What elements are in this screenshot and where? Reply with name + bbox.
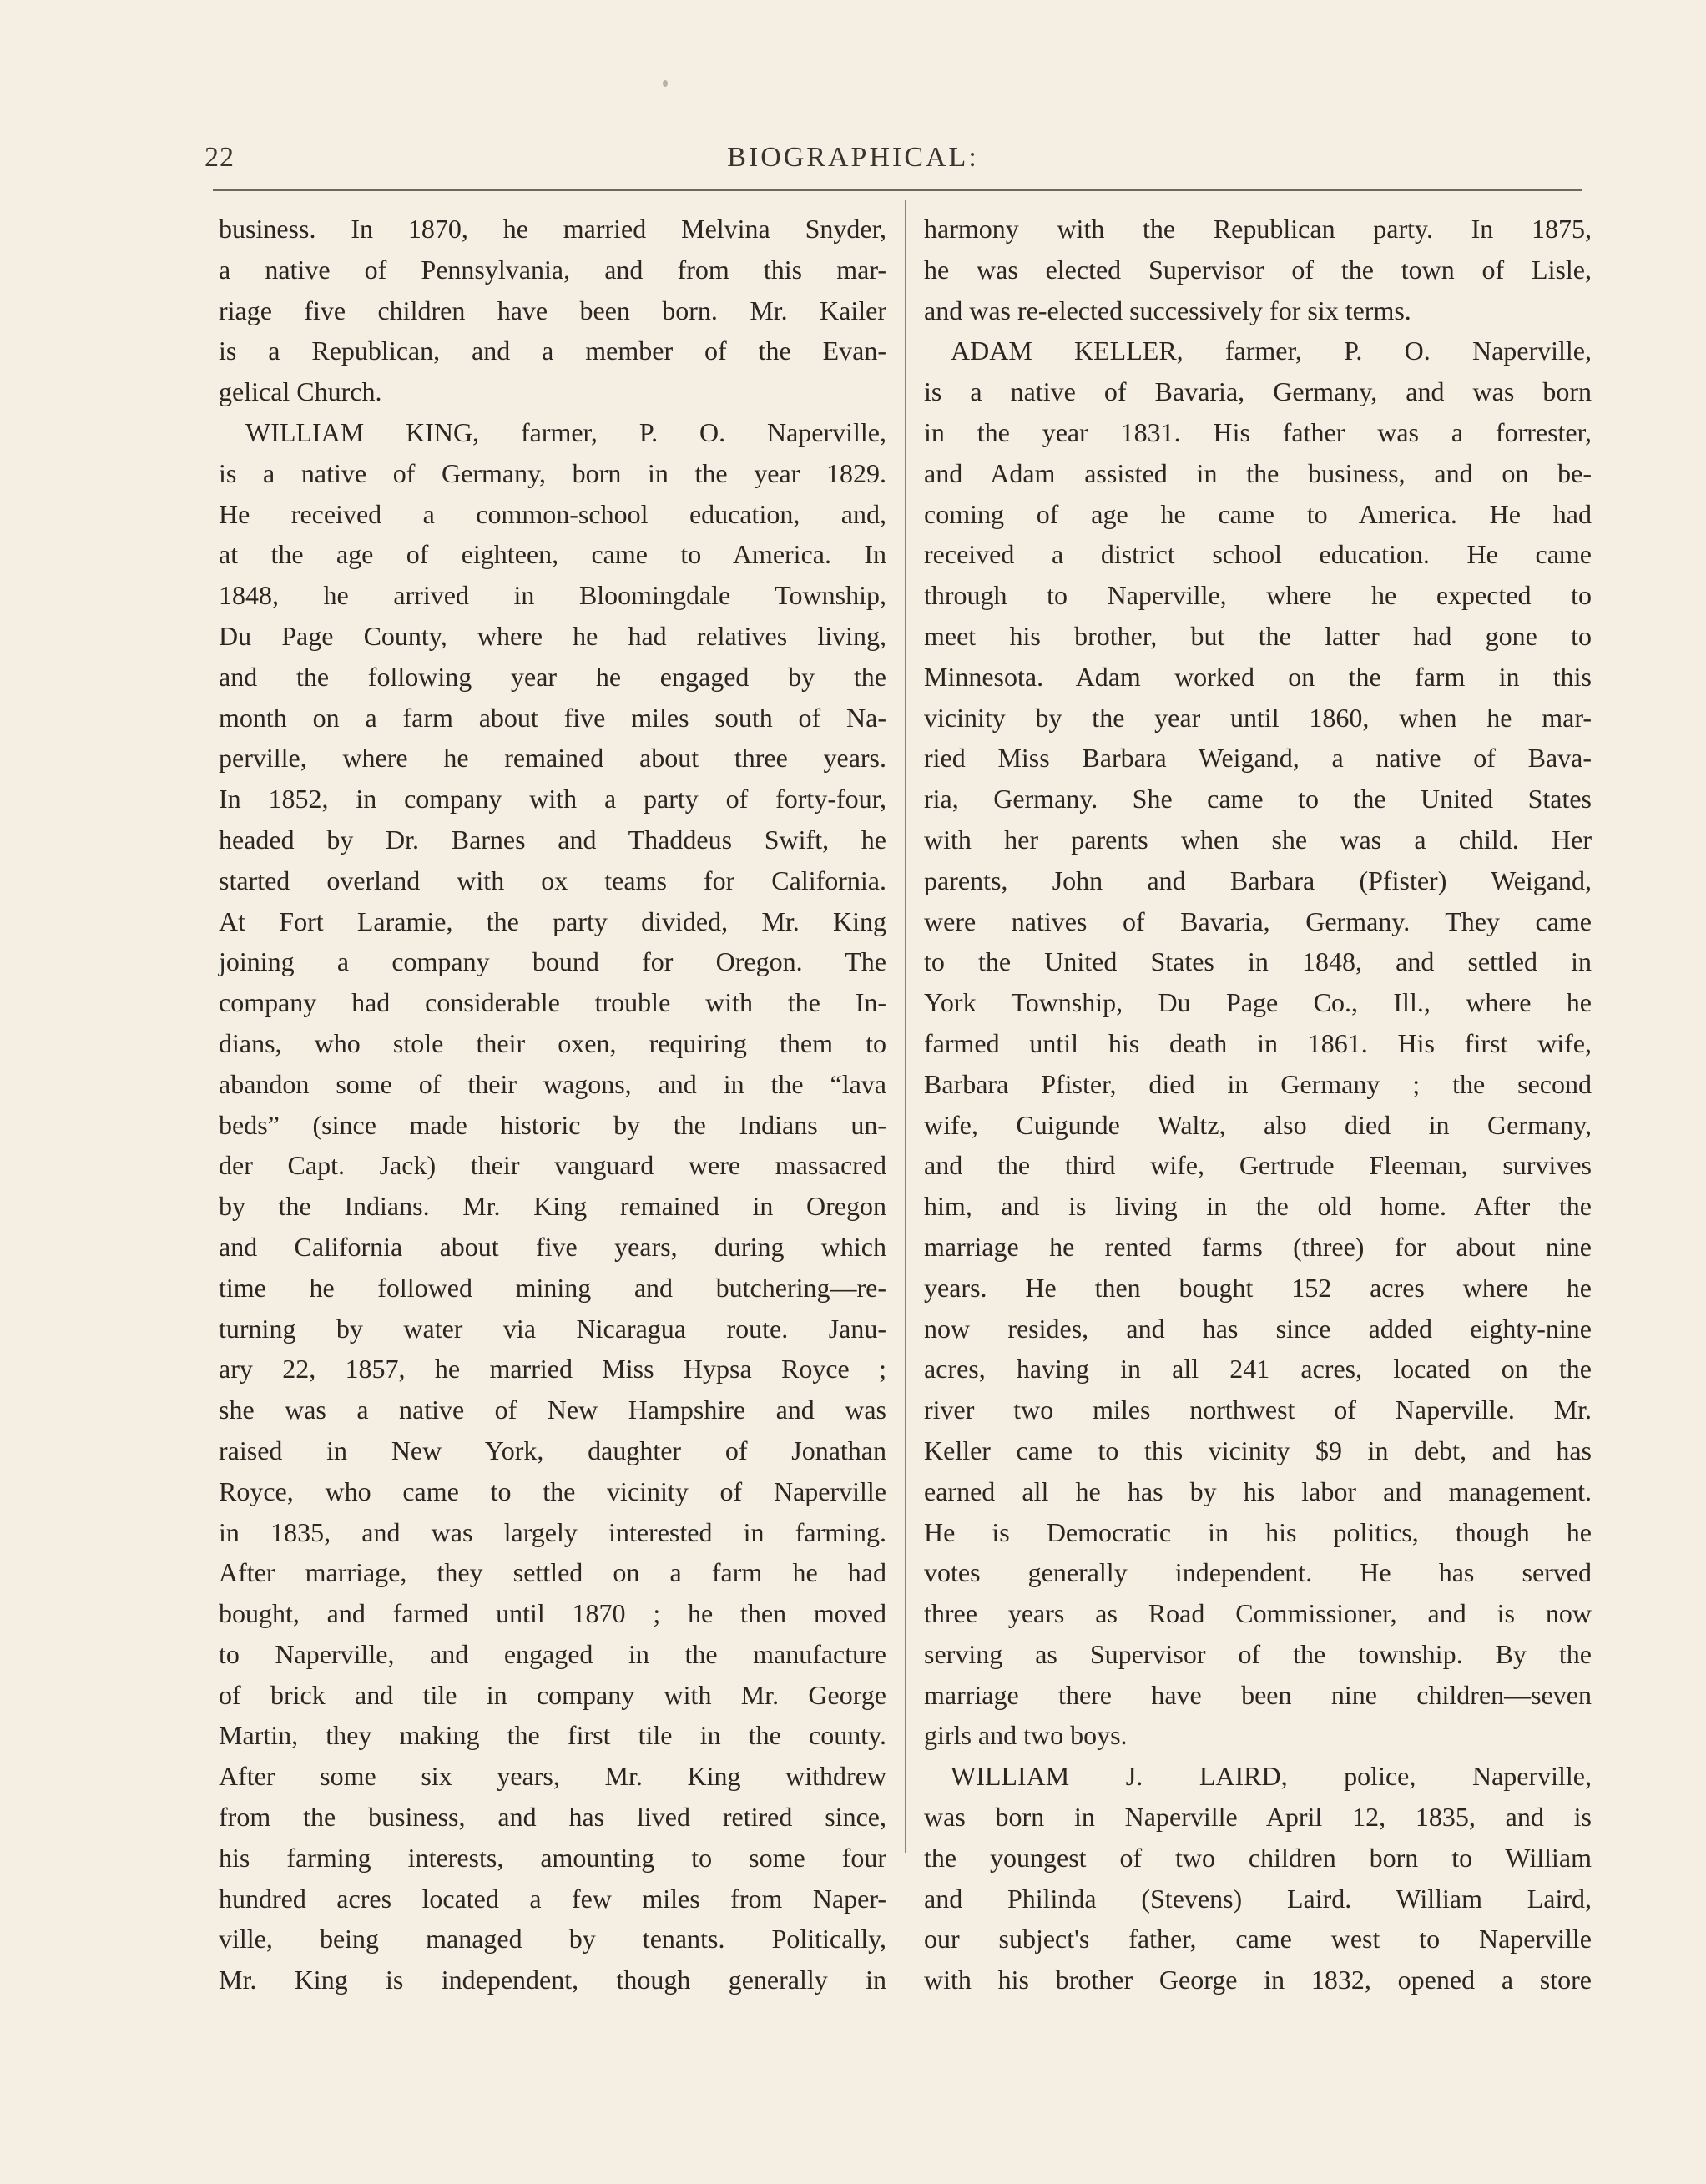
left-column: [219, 209, 886, 2000]
text-line: is a Republican, and a member of the Evan-: [219, 335, 886, 366]
text-line: month on a farm about five miles south of Na-: [219, 702, 886, 733]
text-line: and was re-elected successively for six terms.: [924, 295, 1411, 325]
text-line: girls and two boys.: [924, 1720, 1128, 1751]
text-line: of brick and tile in company with Mr. George: [219, 1679, 886, 1710]
text-line: gelical Church.: [219, 376, 382, 407]
text-line: in 1835, and was largely interested in farming.: [219, 1516, 886, 1547]
text-line: Du Page County, where he had relatives living,: [219, 620, 886, 651]
text-line: harmony with the Republican party. In 1875,: [924, 214, 1592, 244]
text-line: to Naperville, and engaged in the manufacture: [219, 1638, 886, 1669]
text-line: started overland with ox teams for California.: [219, 865, 886, 895]
text-line: He received a common-school education, and,: [219, 498, 886, 529]
text-line: Minnesota. Adam worked on the farm in this: [924, 661, 1592, 692]
text-line: marriage there have been nine children—seven: [924, 1679, 1592, 1710]
text-line: beds” (since made historic by the Indians un-: [219, 1109, 886, 1140]
text-line: farmed until his death in 1861. His first wife,: [924, 1027, 1592, 1058]
text-line: and Philinda (Stevens) Laird. William Laird,: [924, 1883, 1592, 1914]
text-line: ried Miss Barbara Weigand, a native of Bava-: [924, 743, 1592, 774]
text-line: he was elected Supervisor of the town of Lisle,: [924, 254, 1592, 285]
text-line: WILLIAM J. LAIRD, police, Naperville,: [951, 1761, 1592, 1792]
text-line: years. He then bought 152 acres where he: [924, 1272, 1592, 1303]
text-line: riage five children have been born. Mr. Kailer: [219, 295, 886, 325]
header-rule: [213, 189, 1582, 191]
text-line: the youngest of two children born to William: [924, 1842, 1592, 1873]
text-line: hundred acres located a few miles from Naper-: [219, 1883, 886, 1914]
text-line: parents, John and Barbara (Pfister) Weigand,: [924, 865, 1592, 895]
text-line: votes generally independent. He has served: [924, 1557, 1592, 1588]
column-divider: [905, 200, 906, 1853]
text-line: He is Democratic in his politics, though he: [924, 1516, 1592, 1547]
text-line: At Fort Laramie, the party divided, Mr. King: [219, 905, 886, 936]
text-line: ADAM KELLER, farmer, P. O. Naperville,: [951, 335, 1592, 366]
text-line: time he followed mining and butchering—re-: [219, 1272, 886, 1303]
text-line: ria, Germany. She came to the United States: [924, 784, 1592, 815]
text-line: York Township, Du Page Co., Ill., where he: [924, 987, 1592, 1018]
ink-speck: [663, 80, 668, 87]
text-line: a native of Pennsylvania, and from this mar-: [219, 254, 886, 285]
text-line: acres, having in all 241 acres, located on the: [924, 1354, 1592, 1385]
text-line: is a native of Bavaria, Germany, and was born: [924, 376, 1592, 407]
text-line: turning by water via Nicaragua route. Janu-: [219, 1313, 886, 1344]
text-line: abandon some of their wagons, and in the “lava: [219, 1068, 886, 1099]
text-line: Royce, who came to the vicinity of Naperville: [219, 1475, 886, 1506]
text-line: by the Indians. Mr. King remained in Oregon: [219, 1191, 886, 1222]
text-line: with his brother George in 1832, opened a store: [924, 1965, 1592, 1995]
text-line: der Capt. Jack) their vanguard were massacred: [219, 1150, 886, 1181]
text-line: she was a native of New Hampshire and was: [219, 1395, 886, 1425]
text-line: three years as Road Commissioner, and is now: [924, 1598, 1592, 1629]
page-number: 22: [204, 142, 235, 173]
text-line: in the year 1831. His father was a forrester,: [924, 416, 1592, 447]
text-line: Keller came to this vicinity $9 in debt, and has: [924, 1435, 1592, 1465]
text-line: and the following year he engaged by the: [219, 661, 886, 692]
text-line: After some six years, Mr. King withdrew: [219, 1761, 886, 1792]
text-line: meet his brother, but the latter had gone to: [924, 620, 1592, 651]
text-line: our subject's father, came west to Naperville: [924, 1924, 1592, 1955]
text-line: headed by Dr. Barnes and Thaddeus Swift, he: [219, 824, 886, 855]
text-line: joining a company bound for Oregon. The: [219, 946, 886, 977]
text-line: In 1852, in company with a party of forty-four,: [219, 784, 886, 815]
text-line: WILLIAM KING, farmer, P. O. Naperville,: [245, 416, 886, 447]
text-line: through to Naperville, where he expected to: [924, 580, 1592, 611]
right-column: [924, 209, 1592, 2000]
text-line: bought, and farmed until 1870 ; he then moved: [219, 1598, 886, 1629]
text-line: Barbara Pfister, died in Germany ; the second: [924, 1068, 1592, 1099]
text-line: at the age of eighteen, came to America. In: [219, 539, 886, 570]
text-line: business. In 1870, he married Melvina Snyder,: [219, 214, 886, 244]
text-line: to the United States in 1848, and settled in: [924, 946, 1592, 977]
text-line: company had considerable trouble with the In-: [219, 987, 886, 1018]
text-line: After marriage, they settled on a farm he had: [219, 1557, 886, 1588]
text-line: him, and is living in the old home. After the: [924, 1191, 1592, 1222]
text-line: 1848, he arrived in Bloomingdale Township,: [219, 580, 886, 611]
text-line: perville, where he remained about three years.: [219, 743, 886, 774]
text-line: dians, who stole their oxen, requiring them to: [219, 1027, 886, 1058]
text-line: river two miles northwest of Naperville. Mr.: [924, 1395, 1592, 1425]
text-line: vicinity by the year until 1860, when he mar-: [924, 702, 1592, 733]
text-line: ary 22, 1857, he married Miss Hypsa Royce ;: [219, 1354, 886, 1385]
text-line: were natives of Bavaria, Germany. They came: [924, 905, 1592, 936]
text-line: and California about five years, during which: [219, 1231, 886, 1262]
text-line: and the third wife, Gertrude Fleeman, survives: [924, 1150, 1592, 1181]
text-line: coming of age he came to America. He had: [924, 498, 1592, 529]
text-line: earned all he has by his labor and management.: [924, 1475, 1592, 1506]
running-title: BIOGRAPHICAL:: [727, 142, 979, 173]
text-line: raised in New York, daughter of Jonathan: [219, 1435, 886, 1465]
text-line: his farming interests, amounting to some four: [219, 1842, 886, 1873]
text-line: marriage he rented farms (three) for about nine: [924, 1231, 1592, 1262]
text-line: ville, being managed by tenants. Politically,: [219, 1924, 886, 1955]
text-line: with her parents when she was a child. Her: [924, 824, 1592, 855]
text-line: is a native of Germany, born in the year 1829.: [219, 457, 886, 488]
text-line: wife, Cuigunde Waltz, also died in Germany,: [924, 1109, 1592, 1140]
text-line: Martin, they making the first tile in the county.: [219, 1720, 886, 1751]
text-line: from the business, and has lived retired since,: [219, 1802, 886, 1833]
text-line: was born in Naperville April 12, 1835, and is: [924, 1802, 1592, 1833]
text-line: received a district school education. He came: [924, 539, 1592, 570]
text-line: now resides, and has since added eighty-nine: [924, 1313, 1592, 1344]
text-line: and Adam assisted in the business, and on be-: [924, 457, 1592, 488]
text-line: serving as Supervisor of the township. By the: [924, 1638, 1592, 1669]
text-line: Mr. King is independent, though generally in: [219, 1965, 886, 1995]
